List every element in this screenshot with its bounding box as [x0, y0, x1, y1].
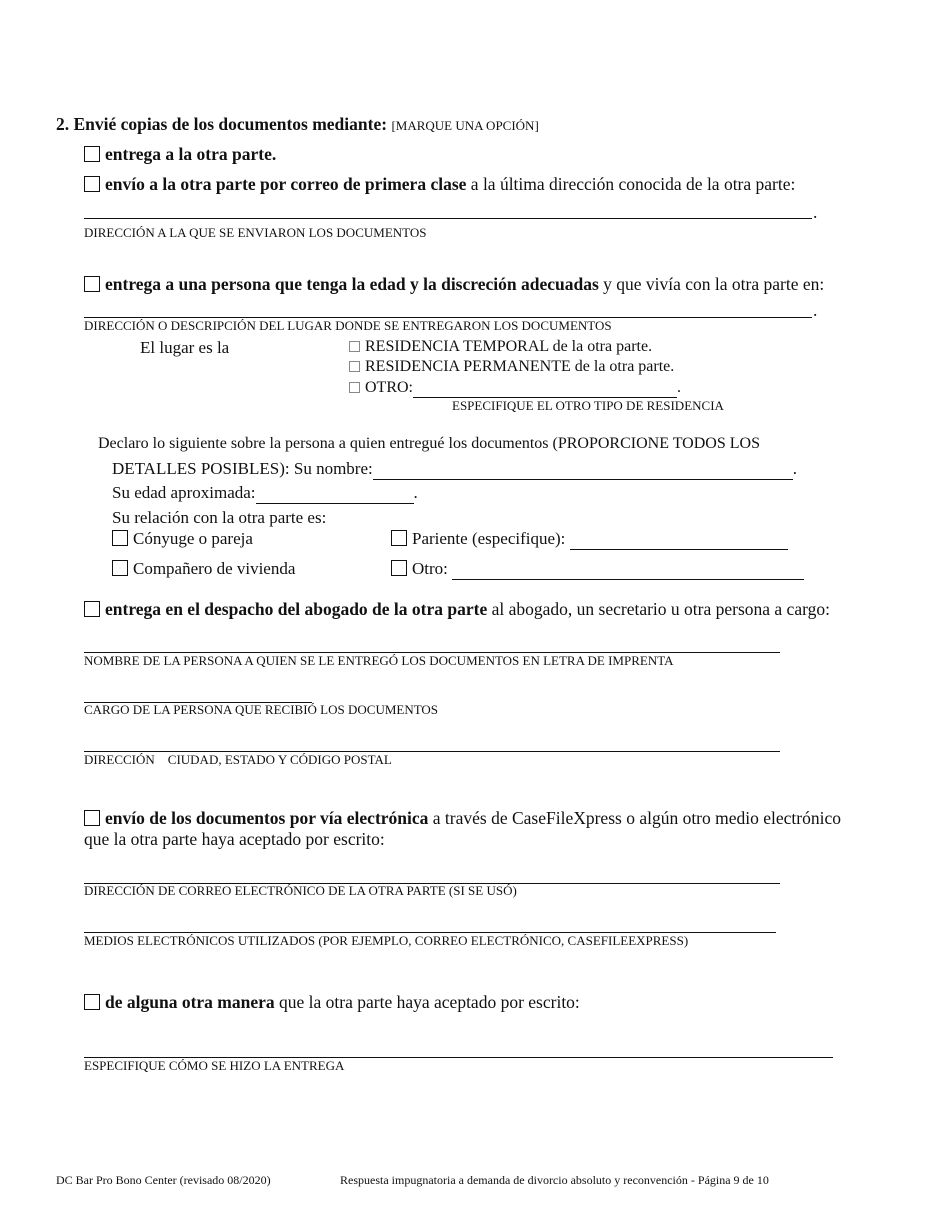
mail-address-line[interactable]: [84, 218, 812, 219]
declare-line-1: Declaro lo siguiente sobre la persona a quien entregué los documentos (PROPORCIONE TODOS LOS: [98, 435, 760, 452]
option-suitable-person-label: entrega a una persona que tenga la edad y la discreción adecuadas: [105, 274, 599, 294]
means-caption: MEDIOS ELECTRÓNICOS UTILIZADOS (POR EJEMPLO, CORREO ELECTRÓNICO, CASEFILEEXPRESS): [84, 933, 689, 948]
footer-right: Respuesta impugnatoria a demanda de divorcio absoluto y reconvención - Página 9 de 10: [340, 1173, 769, 1187]
relation-other-field[interactable]: [452, 559, 804, 580]
checkbox-handed[interactable]: [84, 146, 100, 162]
checkbox-mail[interactable]: [84, 176, 100, 192]
option-electronic: [84, 808, 841, 829]
age-row: [112, 483, 418, 504]
checkbox-lawyer-office[interactable]: [84, 601, 100, 617]
residence-permanent-rest: de la otra parte.: [574, 358, 675, 375]
option-handed-label: entrega a la otra parte.: [105, 144, 277, 164]
option-lawyer-office: [84, 599, 830, 620]
section-heading: [56, 114, 539, 135]
residence-permanent-caps: RESIDENCIA PERMANENTE: [365, 358, 571, 375]
relation-roommate-label: Compañero de vivienda: [133, 559, 296, 578]
option-lawyer-office-label: entrega en el despacho del abogado de la otra parte: [105, 599, 488, 619]
residence-other-caps: OTRO:: [365, 379, 413, 396]
period-mark: .: [813, 202, 818, 222]
checkbox-other-way[interactable]: [84, 994, 100, 1010]
age-label: Su edad aproximada:: [112, 483, 256, 502]
option-lawyer-office-text: al abogado, un secretario u otra persona a cargo:: [491, 599, 830, 619]
option-suitable-person: [84, 274, 824, 295]
relation-relative-label: Pariente (especifique):: [412, 529, 566, 548]
option-electronic-text: a través de CaseFileXpress o algún otro medio electrónico: [432, 808, 841, 828]
residence-permanent: [349, 358, 674, 376]
period-mark: .: [677, 379, 681, 396]
place-address-caption: DIRECCIÓN O DESCRIPCIÓN DEL LUGAR DONDE SE ENTREGARON LOS DOCUMENTOS: [84, 318, 612, 333]
option-other-way-label: de alguna otra manera: [105, 992, 275, 1012]
checkbox-residence-temporal[interactable]: [349, 341, 360, 352]
section-instruction: [MARQUE UNA OPCIÓN]: [391, 118, 539, 133]
residence-temporal-rest: de la otra parte.: [552, 338, 653, 355]
residence-temporal-caps: RESIDENCIA TEMPORAL: [365, 338, 549, 355]
option-electronic-label: envío de los documentos por vía electrónica: [105, 808, 429, 828]
section-title: 2. Envié copias de los documentos mediante:: [56, 114, 388, 134]
name-field[interactable]: [373, 459, 793, 480]
option-other-way: [84, 992, 580, 1013]
place-label: El lugar es la: [140, 338, 230, 357]
checkbox-residence-permanent[interactable]: [349, 361, 360, 372]
residence-temporal: [349, 338, 652, 356]
relation-other-label: Otro:: [412, 559, 448, 578]
relation-relative: [391, 529, 788, 550]
option-mail-label: envío a la otra parte por correo de primera clase: [105, 174, 467, 194]
period-mark: .: [813, 300, 818, 320]
option-mail: [84, 174, 795, 195]
option-suitable-person-text: y que vivía con la otra parte en:: [603, 274, 825, 294]
checkbox-relation-relative[interactable]: [391, 530, 407, 546]
relation-label: Su relación con la otra parte es:: [112, 508, 327, 527]
relation-roommate: [112, 559, 295, 579]
age-field[interactable]: [256, 483, 414, 504]
checkbox-suitable-person[interactable]: [84, 276, 100, 292]
residence-other-field[interactable]: [413, 379, 677, 398]
period-mark: .: [413, 483, 418, 502]
residence-other: [349, 379, 681, 398]
relation-spouse: [112, 529, 253, 549]
checkbox-residence-other[interactable]: [349, 382, 360, 393]
recipient-name-caption: NOMBRE DE LA PERSONA A QUIEN SE LE ENTREGÓ LOS DOCUMENTOS EN LETRA DE IMPRENTA: [84, 653, 674, 668]
office-address-caption: DIRECCIÓN CIUDAD, ESTADO Y CÓDIGO POSTAL: [84, 752, 392, 767]
relation-other: [391, 559, 804, 580]
checkbox-electronic[interactable]: [84, 810, 100, 826]
option-other-way-text: que la otra parte haya aceptado por escrito:: [279, 992, 580, 1012]
option-electronic-line2: que la otra parte haya aceptado por escrito:: [84, 829, 385, 849]
checkbox-relation-spouse[interactable]: [112, 530, 128, 546]
name-label: DETALLES POSIBLES): Su nombre:: [112, 459, 373, 478]
declare-line-2: [112, 459, 797, 480]
residence-other-caption: ESPECIFIQUE EL OTRO TIPO DE RESIDENCIA: [452, 398, 724, 413]
period-mark: .: [792, 459, 797, 478]
option-handed: [84, 144, 276, 165]
footer-left: DC Bar Pro Bono Center (revisado 08/2020): [56, 1173, 271, 1187]
option-mail-text: a la última dirección conocida de la otra parte:: [470, 174, 796, 194]
mail-address-caption: DIRECCIÓN A LA QUE SE ENVIARON LOS DOCUMENTOS: [84, 225, 427, 240]
email-caption: DIRECCIÓN DE CORREO ELECTRÓNICO DE LA OTRA PARTE (SI SE USÓ): [84, 883, 517, 898]
recipient-position-caption: CARGO DE LA PERSONA QUE RECIBIÓ LOS DOCUMENTOS: [84, 702, 439, 717]
checkbox-relation-other[interactable]: [391, 560, 407, 576]
checkbox-relation-roommate[interactable]: [112, 560, 128, 576]
relation-spouse-label: Cónyuge o pareja: [133, 529, 253, 548]
relation-relative-field[interactable]: [570, 529, 788, 550]
other-way-caption: ESPECIFIQUE CÓMO SE HIZO LA ENTREGA: [84, 1058, 345, 1073]
